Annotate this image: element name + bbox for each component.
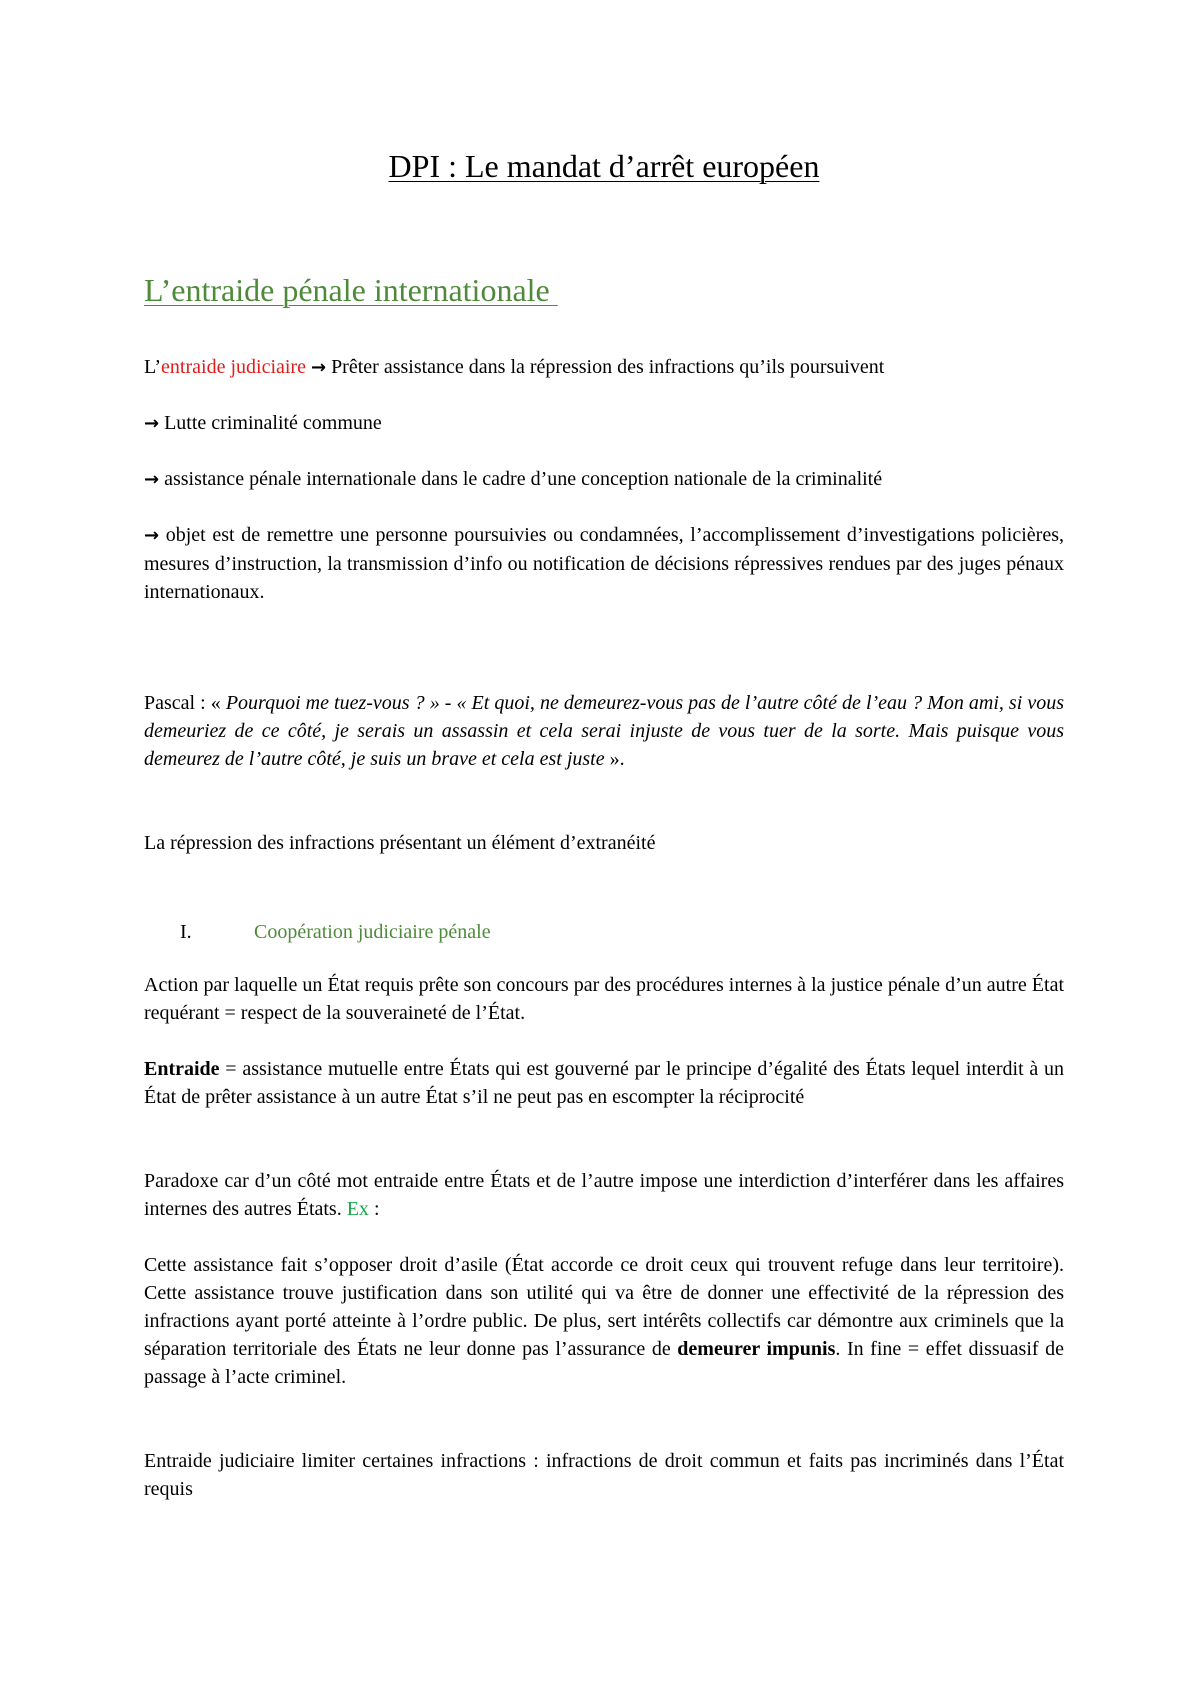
section-title: L’entraide pénale internationale [144,272,558,308]
arrow-right-icon: → [310,357,327,378]
paragraph-entraide-definition [144,1055,1064,1111]
paragraph-asile [144,1251,1064,1391]
heading-text: Coopération judiciaire pénale [254,921,491,943]
paragraph-repression: La répression des infractions présentant un élément d’extranéité [144,832,656,854]
paragraph-text: Cette assistance fait s’opposer droit d’asile (État accorde ce droit ceux qui trouvent refuge dans leur territoire). Cette assistance trouve justification dans son utilité qui va être de donner une effectivité de la répression des infractions ayant porté atteinte à l’ordre public. De plus, sert intérêts collectifs car démontre aux criminels que la séparation territoriale des États ne leur donne pas l’assurance de [144,1254,1064,1360]
arrow-right-icon: → [144,469,160,490]
bold-term: Entraide [144,1058,220,1080]
quote-end: ». [604,748,625,770]
paragraph-lutte [144,409,1064,438]
paragraph-entraide-judiciaire [144,353,1064,382]
example-label: Ex [346,1198,369,1220]
paragraph-text: Paradoxe car d’un côté mot entraide entre États et de l’autre impose une interdiction d’interférer dans les affaires internes des autres États. [144,1170,1064,1220]
paragraph-end: . In fine = effet dissuasif de passage à l’acte criminel. [144,1338,1064,1388]
text-prefix: L’ [144,356,162,378]
paragraph-action: Action par laquelle un État requis prête son concours par des procédures internes à la justice pénale d’un autre État requérant = respect de la souveraineté de l’État. [144,974,1064,1024]
paragraph-limiter: Entraide judiciaire limiter certaines infractions : infractions de droit commun et faits pas incriminés dans l’État requis [144,1450,1064,1500]
heading-number: I. [180,921,192,943]
arrow-right-icon: → [144,525,160,546]
bold-phrase: demeurer impunis [677,1338,836,1360]
document-title: DPI : Le mandat d’arrêt européen [388,148,820,184]
highlighted-term: entraide judiciaire [161,356,306,378]
paragraph-text: objet est de remettre une personne poursuivies ou condamnées, l’accomplissement d’investigations policières, mesures d’instruction, la transmission d’info ou notification de décisions répressives rendues par des juges pénaux internationaux. [144,524,1064,603]
paragraph-pascal-quote [144,689,1064,773]
paragraph-paradoxe [144,1167,1064,1223]
paragraph-end: : [368,1198,380,1220]
quote-author: Pascal : « [144,692,226,714]
paragraph-objet [144,521,1064,606]
paragraph-assistance [144,465,1064,494]
paragraph-text: assistance pénale internationale dans le cadre d’une conception nationale de la criminalité [159,468,883,490]
quote-text: Pourquoi me tuez-vous ? » - « Et quoi, ne demeurez-vous pas de l’autre côté de l’eau ? Mon ami, si vous demeuriez de ce côté, je serais un assassin et cela serai injuste de vous tuer de la sorte. Mais puisque vous demeurez de l’autre côté, je suis un brave et cela est juste [144,692,1064,770]
paragraph-text: Lutte criminalité commune [159,412,382,434]
paragraph-text: Prêter assistance dans la répression des infractions qu’ils poursuivent [326,356,885,378]
arrow-right-icon: → [144,413,160,434]
paragraph-text: = assistance mutuelle entre États qui est gouverné par le principe d’égalité des États lequel interdit à un État de prêter assistance à un autre État s’il ne peut pas en escompter la réciprocité [144,1058,1064,1108]
